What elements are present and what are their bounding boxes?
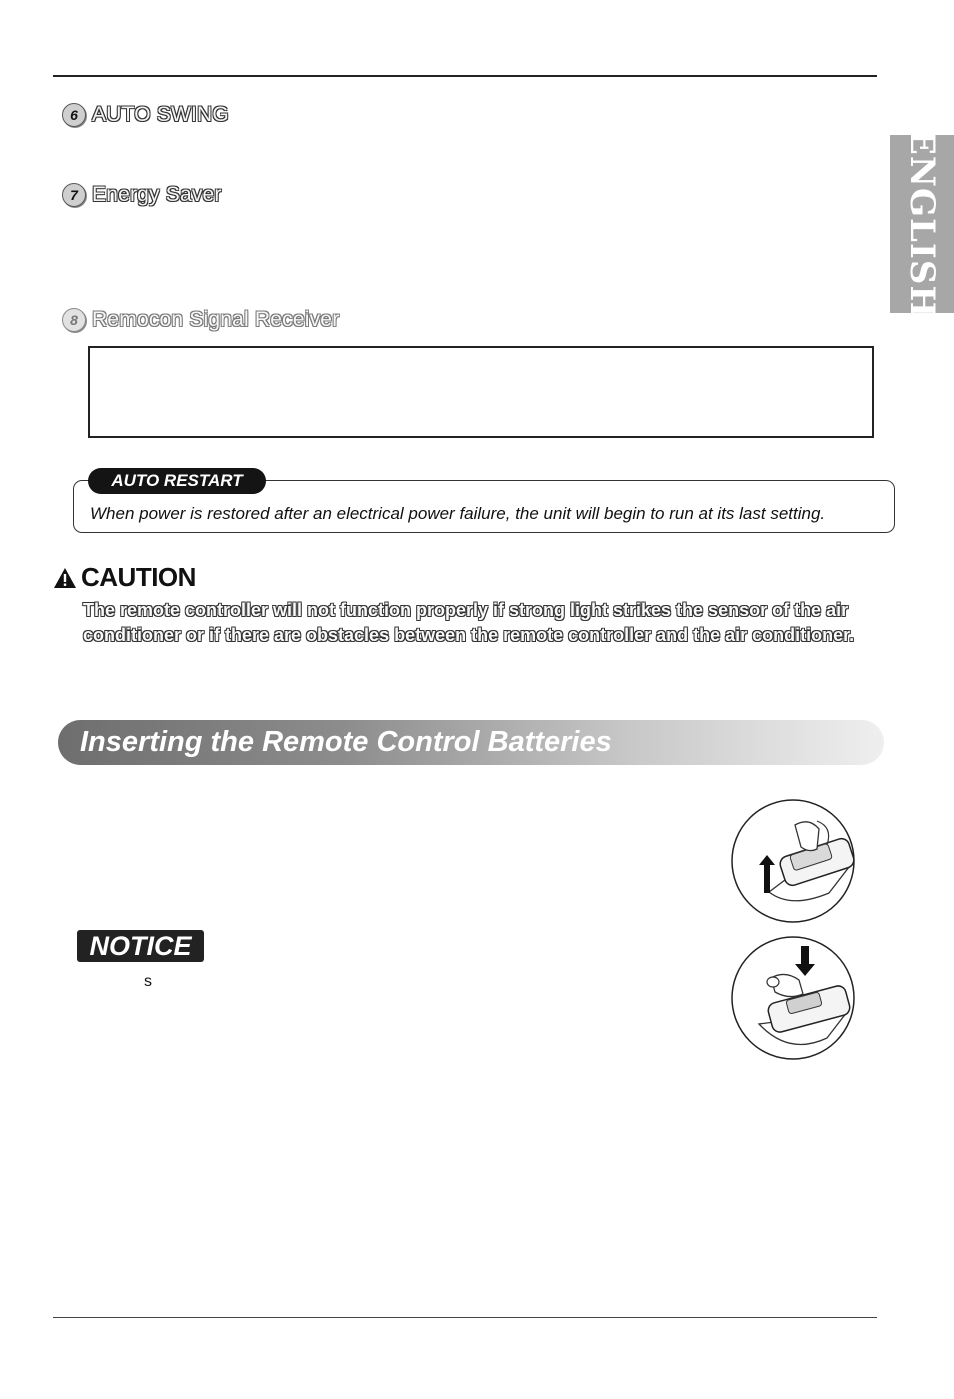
caution-title: CAUTION (81, 562, 196, 592)
bottom-rule (53, 1317, 877, 1318)
notice-badge: NOTICE (77, 930, 204, 962)
notice-text: s (144, 973, 152, 990)
feature-item-signal-receiver (62, 308, 339, 332)
caution-heading (53, 562, 196, 593)
caution-text (83, 598, 893, 648)
language-tab-label: ENGLISH (902, 129, 942, 319)
feature-number-badge: 7 (62, 183, 86, 207)
blank-content-box (88, 346, 874, 438)
feature-number-badge: 6 (62, 103, 86, 127)
feature-title: AUTO SWING (92, 103, 229, 126)
auto-restart-label: AUTO RESTART (88, 468, 266, 494)
warning-triangle-icon (53, 567, 77, 589)
section-title: Inserting the Remote Control Batteries (80, 726, 612, 758)
auto-restart-text: When power is restored after an electrical power failure, the unit will begin to run at its last setting. (90, 504, 826, 523)
section-banner (58, 720, 884, 765)
feature-item-auto-swing (62, 103, 229, 127)
insert-batteries-illustration (729, 934, 857, 1067)
remove-battery-cover-illustration (729, 797, 857, 930)
feature-item-energy-saver (62, 183, 222, 207)
top-rule (53, 75, 877, 77)
feature-title: Remocon Signal Receiver (92, 308, 340, 331)
language-tab (890, 129, 954, 319)
caution-line: The remote controller will not function properly if strong light strikes the sensor of the air (83, 600, 849, 620)
feature-number-badge: 8 (62, 308, 86, 332)
caution-line: conditioner or if there are obstacles between the remote controller and the air conditioner. (83, 625, 855, 645)
feature-title: Energy Saver (92, 183, 222, 206)
